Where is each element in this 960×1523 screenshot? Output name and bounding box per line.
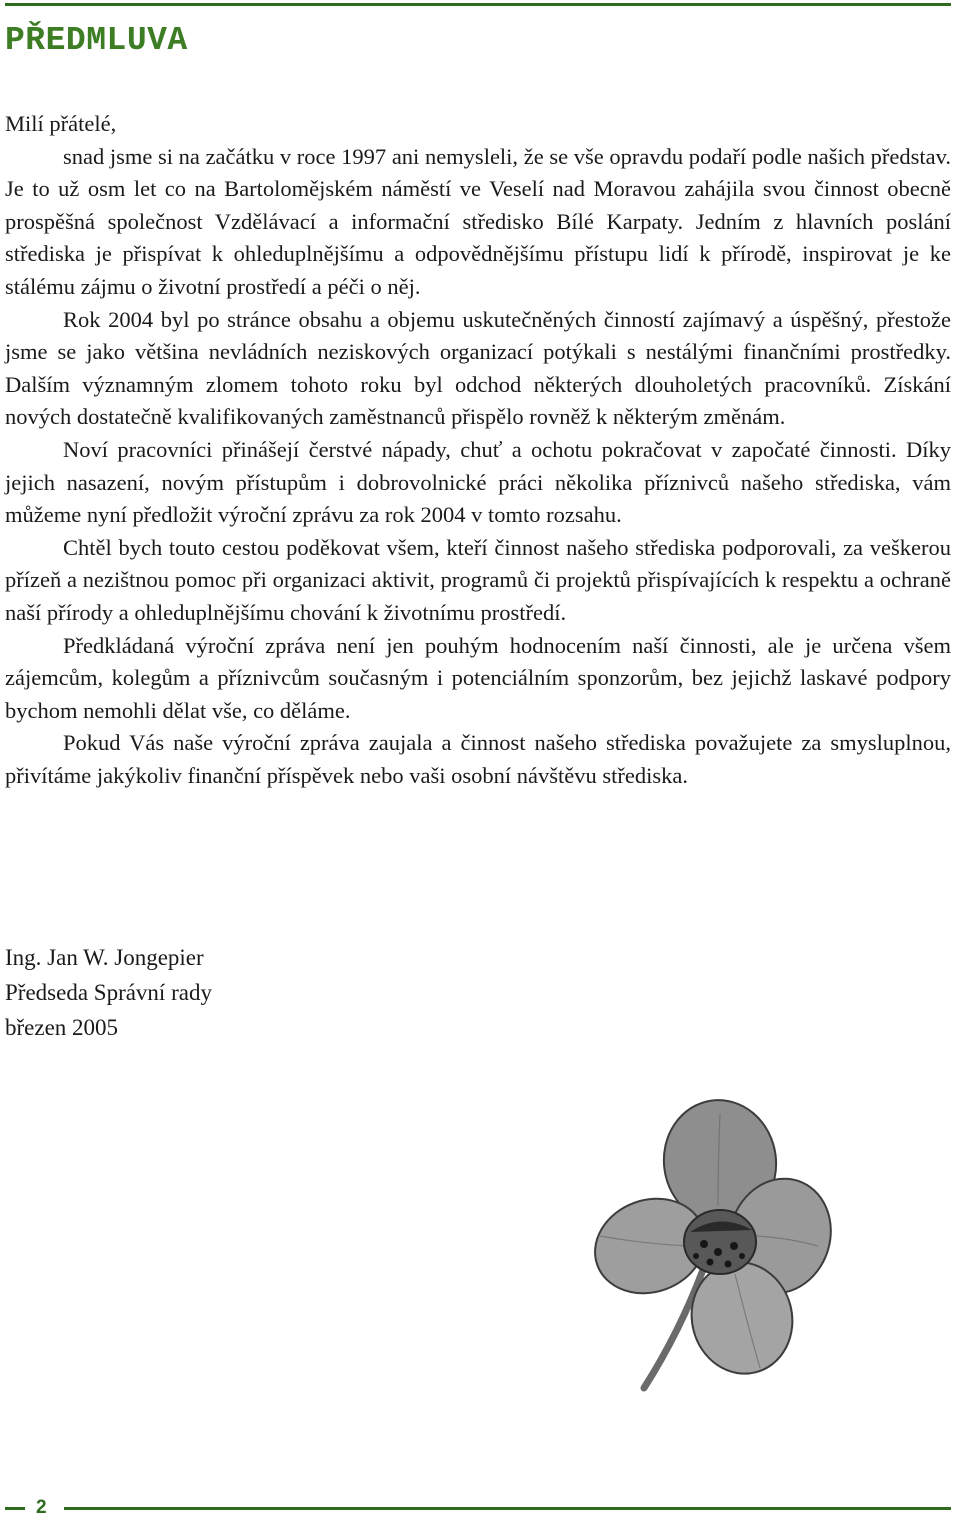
clover-with-ladybug-icon bbox=[590, 1096, 835, 1396]
paragraph: Pokud Vás naše výroční zpráva zaujala a činnost našeho střediska považujete za smysluplnou, přivítáme jakýkoliv finanční příspěvek nebo vaši osobní návštěvu střediska. bbox=[5, 730, 951, 788]
paragraph: Předkládaná výroční zpráva není jen pouhým hodnocením naší činnosti, ale je určena všem zájemcům, kolegům a příznivcům současným i potenciálním sponzorům, bez jejichž laskavé podpory bychom nemohli dělat vše, co děláme. bbox=[5, 632, 951, 723]
paragraph: Chtěl bych touto cestou poděkovat všem, kteří činnost našeho střediska podporovali, za veškerou přízeň a nezištnou pomoc při organizaci aktivit, programů či projektů přispívajících k respektu a ochraně naší přírody a ohleduplnějšímu chování k životnímu prostředí. bbox=[5, 534, 951, 625]
page-number: 2 bbox=[36, 1497, 47, 1518]
paragraph: snad jsme si na začátku v roce 1997 ani nemysleli, že se vše opravdu podaří podle našich představ. Je to už osm let co na Bartolomějském náměstí ve Veselí nad Moravou zahájila svou činnost obecně prospěšná společnost Vzdělávací a informační středisko Bílé Karpaty. Jedním z hlavních poslání střediska je přispívat k ohleduplnějšímu a odpovědnějšímu přístupu lidí k přírodě, inspirovat je ke stálému zájmu o životní prostředí a péči o něj. bbox=[5, 143, 951, 299]
footer-rule bbox=[5, 1507, 25, 1510]
top-rule bbox=[5, 3, 951, 6]
paragraph: Rok 2004 byl po stránce obsahu a objemu uskutečněných činností zajímavý a úspěšný, přestože jsme se jako většina nevládních neziskových organizací potýkali s nestálými finančními prostředky. Dalším významným zlomem tohoto roku byl odchod některých dlouholetých pracovníků. Získání nových dostatečně kvalifikovaných zaměstnanců přispělo rovněž k některým změnám. bbox=[5, 306, 951, 430]
signature-block bbox=[5, 940, 212, 1045]
signature-role: Předseda Správní rady bbox=[5, 980, 212, 1005]
salutation: Milí přátelé, bbox=[5, 111, 117, 136]
footer-rule bbox=[64, 1507, 951, 1510]
signature-name: Ing. Jan W. Jongepier bbox=[5, 945, 204, 970]
foreword-body bbox=[5, 108, 951, 792]
signature-date: březen 2005 bbox=[5, 1015, 119, 1040]
page-title: PŘEDMLUVA bbox=[5, 22, 188, 59]
paragraph: Noví pracovníci přinášejí čerstvé nápady, chuť a ochotu pokračovat v započaté činnosti. Díky jejich nasazení, novým přístupům i dobrovolnické práci několika příznivců našeho střediska, vám můžeme nyní předložit výroční zprávu za rok 2004 v tomto rozsahu. bbox=[5, 436, 951, 528]
